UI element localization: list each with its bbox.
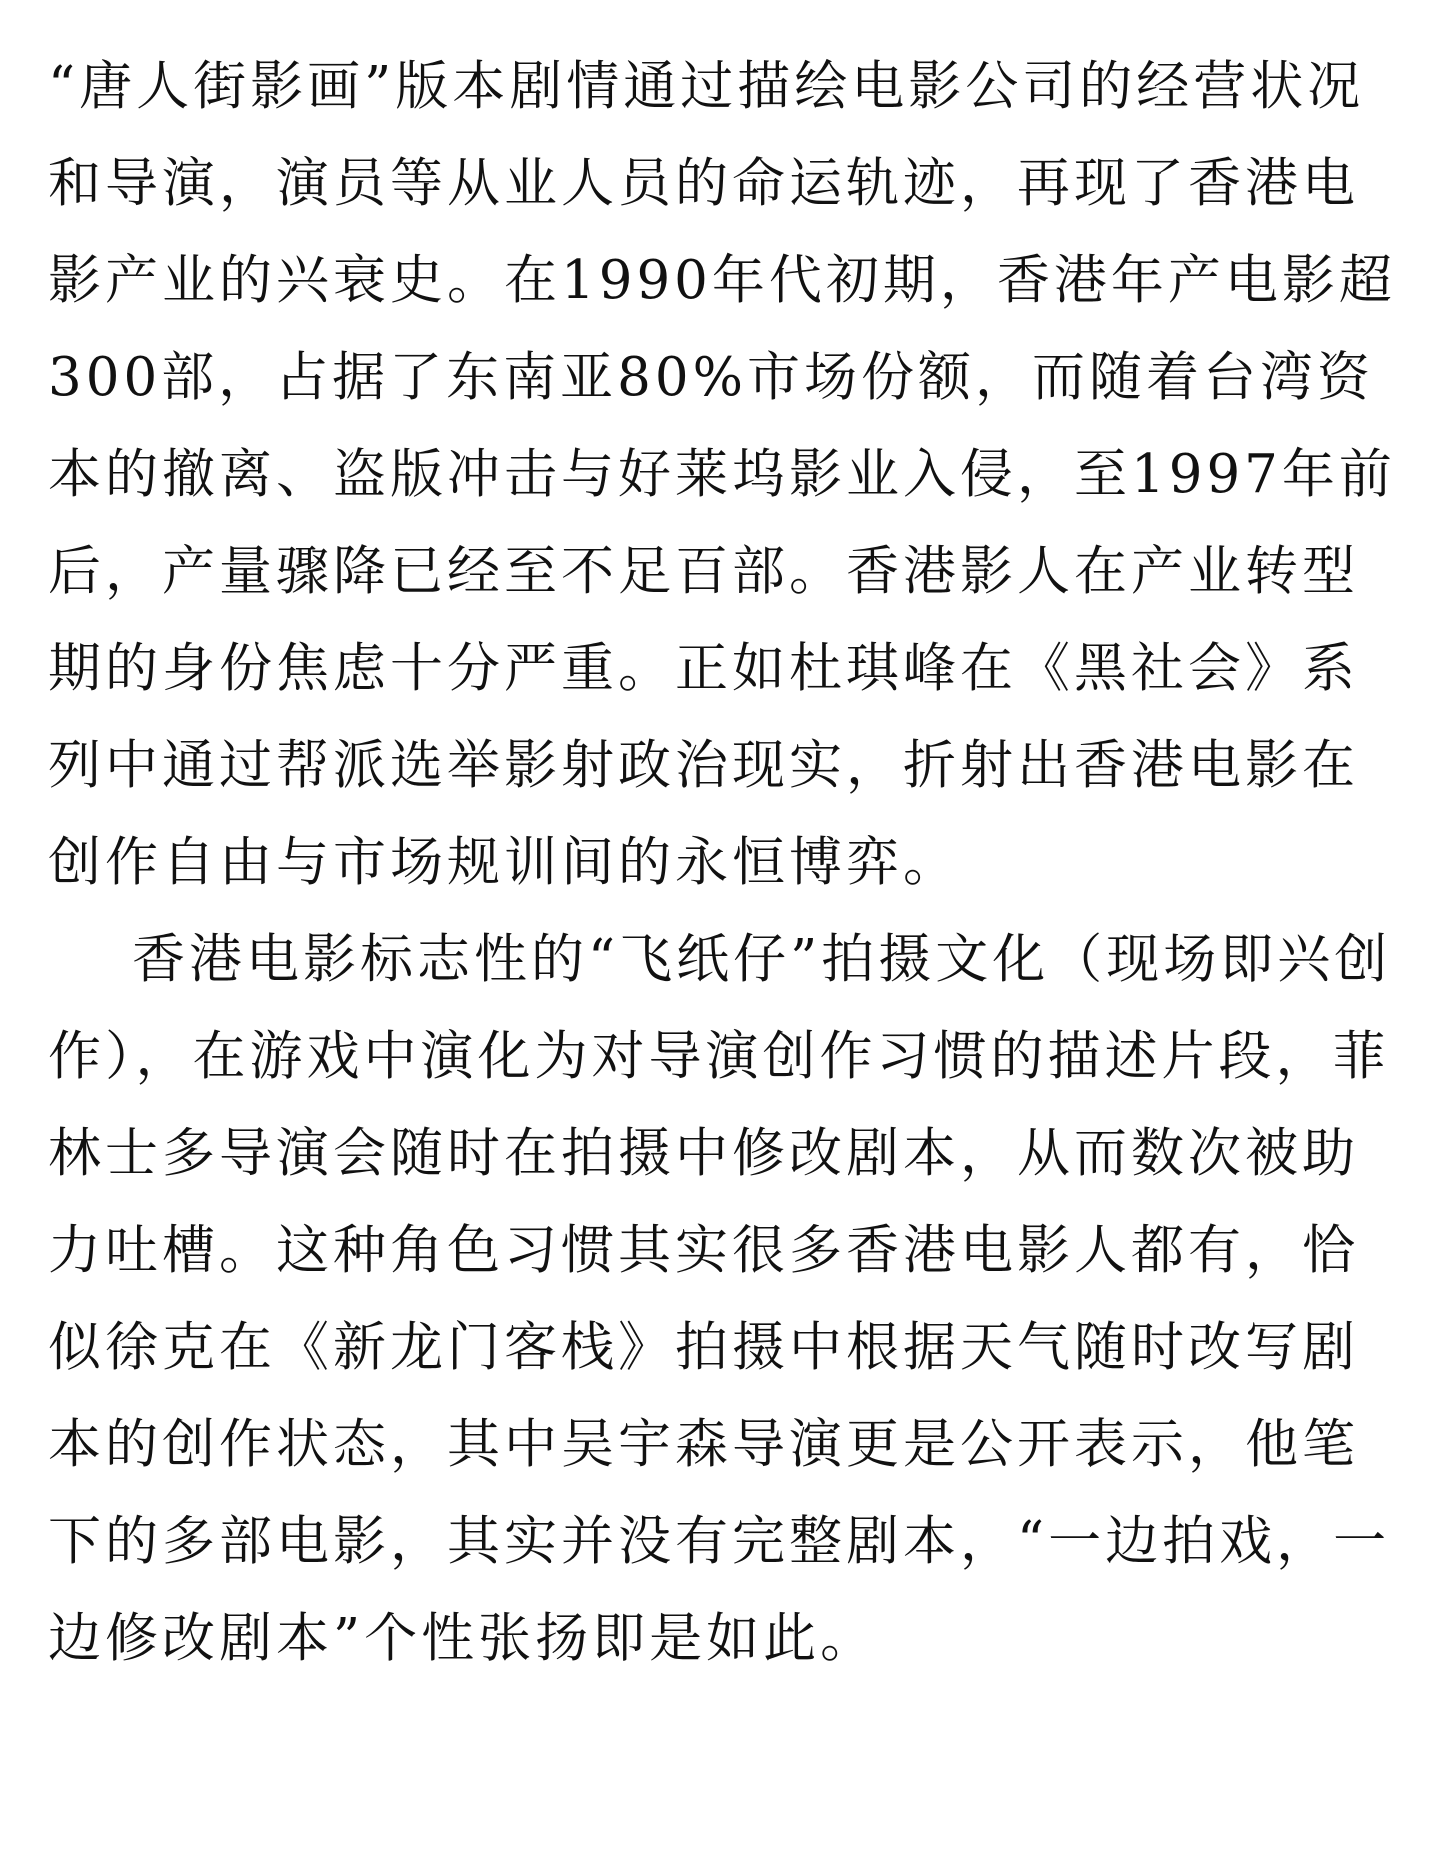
paragraph-1: “唐人街影画”版本剧情通过描绘电影公司的经营状况和导演，演员等从业人员的命运轨迹，再现了香港电影产业的兴衰史。在1990年代初期，香港年产电影超300部，占据了东南亚80%市场份额，而随着台湾资本的撤离、盗版冲击与好莱坞影业入侵，至1997年前后，产量骤降已经至不足百部。香港影人在产业转型期的身份焦虑十分严重。正如杜琪峰在《黑社会》系列中通过帮派选举影射政治现实，折射出香港电影在创作自由与市场规训间的永恒博弈。 xyxy=(48,56,1396,893)
paragraph-2-text: 香港电影标志性的“飞纸仔”拍摄文化（现场即兴创作），在游戏中演化为对导演创作习惯的描述片段，菲林士多导演会随时在拍摄中修改剧本，从而数次被助力吐槽。这种角色习惯其实很多香港电影人都有，恰似徐克在《新龙门客栈》拍摄中根据天气随时改写剧本的创作状态，其中吴宇森导演更是公开表示，他笔下的多部电影，其实并没有完整剧本，“一边拍戏，一边修改剧本”个性张扬即是如此。 xyxy=(48,929,1392,1669)
article-body xyxy=(48,38,1408,1687)
paragraph-2 xyxy=(48,911,1408,1687)
